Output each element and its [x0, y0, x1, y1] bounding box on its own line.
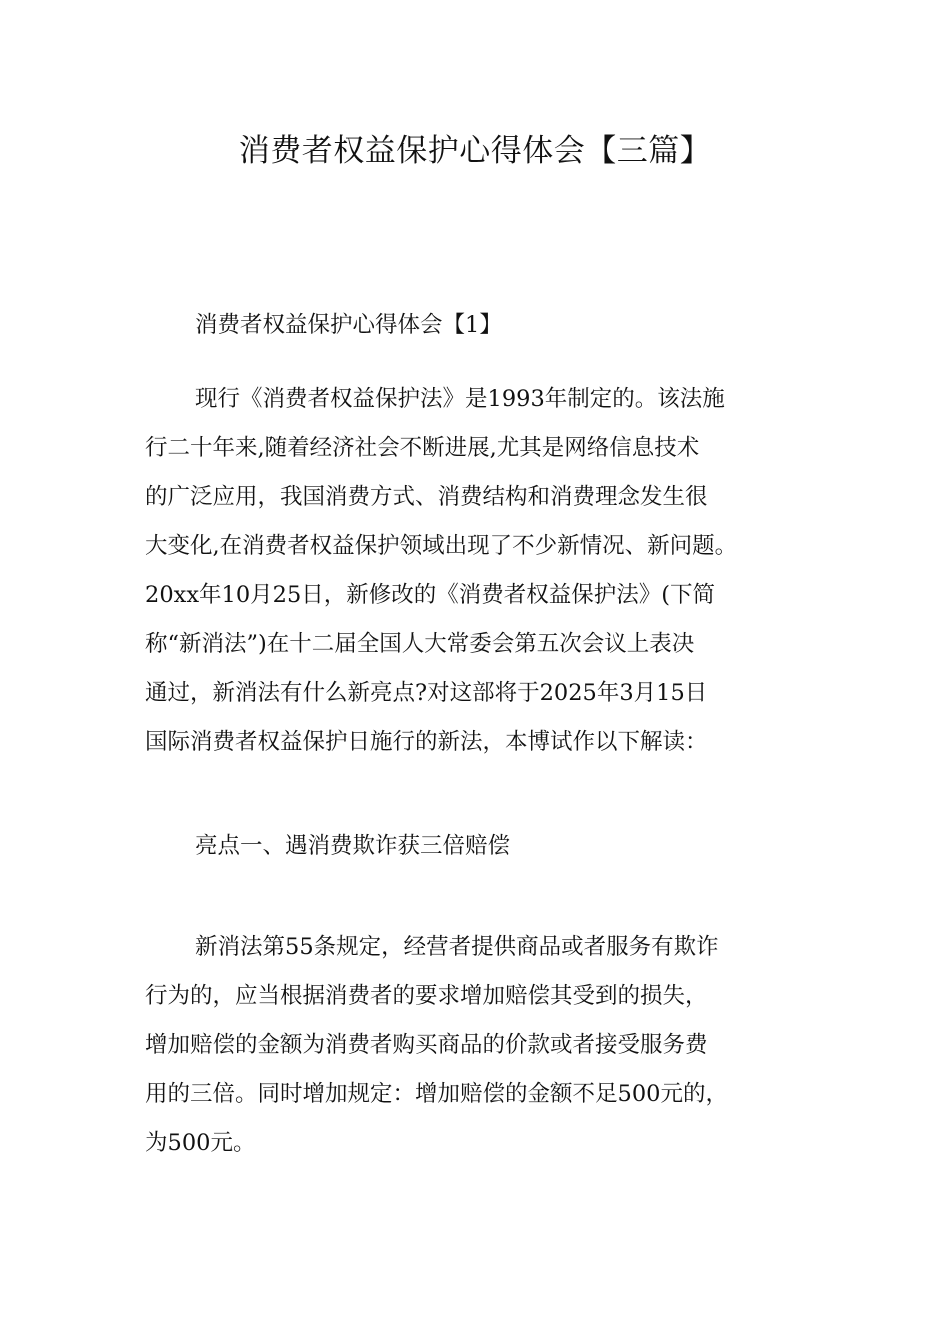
paragraph-line: 大变化,在消费者权益保护领域出现了不少新情况、新问题。 [145, 533, 738, 559]
paragraph-line: 的广泛应用，我国消费方式、消费结构和消费理念发生很 [145, 484, 708, 510]
paragraph-line: 20xx年10月25日，新修改的《消费者权益保护法》(下简 [145, 582, 716, 608]
paragraph-line: 现行《消费者权益保护法》是1993年制定的。该法施 [195, 386, 725, 412]
paragraph-line: 国际消费者权益保护日施行的新法，本博试作以下解读： [145, 729, 708, 755]
paragraph-line: 新消法第55条规定，经营者提供商品或者服务有欺诈 [195, 934, 719, 960]
paragraph-line: 行二十年来,随着经济社会不断进展,尤其是网络信息技术 [145, 435, 700, 461]
paragraph-line: 增加赔偿的金额为消费者购买商品的价款或者接受服务费 [145, 1032, 708, 1058]
section-heading-1: 消费者权益保护心得体会【1】 [195, 312, 502, 338]
paragraph-line: 通过，新消法有什么新亮点?对这部将于2025年3月15日 [145, 680, 708, 706]
paragraph-2 [145, 923, 815, 1168]
paragraph-line: 为500元。 [145, 1130, 256, 1156]
paragraph-line: 用的三倍。同时增加规定：增加赔偿的金额不足500元的， [145, 1081, 728, 1107]
document-title: 消费者权益保护心得体会【三篇】 [238, 133, 712, 169]
paragraph-1 [145, 375, 815, 767]
paragraph-line: 行为的，应当根据消费者的要求增加赔偿其受到的损失， [145, 983, 708, 1009]
paragraph-line: 称“新消法”)在十二届全国人大常委会第五次会议上表决 [145, 631, 695, 657]
highlight-heading-1: 亮点一、遇消费欺诈获三倍赔偿 [195, 833, 511, 859]
